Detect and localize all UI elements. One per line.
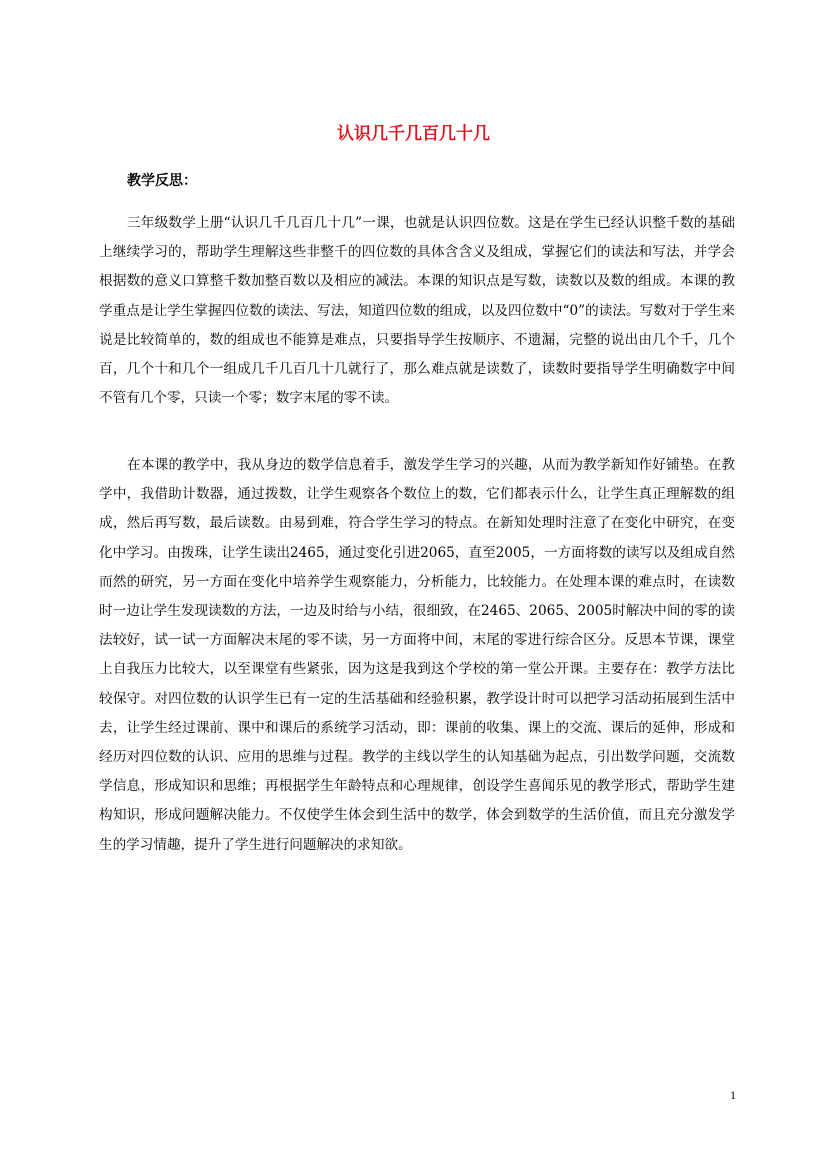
paragraph-1: 三年级数学上册“认识几千几百几十几”一课，也就是认识四位数。这是在学生已经认识整千数的基础上继续学习的，帮助学生理解这些非整千的四位数的具体含含义及组成，掌握它们的读法和写法，并学会根据数的意义口算整千数加整百数以及相应的减法。本课的知识点是写数，读数以及数的组成。本课的教学重点是让学生掌握四位数的读法、写法，知道四位数的组成，以及四位数中“0”的读法。写数对于学生来说是比较简单的，数的组成也不能算是难点，只要指导学生按顺序、不遗漏，完整的说出由几个千，几个百，几个十和几个一组成几千几百几十几就行了，那么难点就是读数了，读数时要指导学生明确数字中间不管有几个零，只读一个零；数字末尾的零不读。 — [99, 215, 735, 407]
paragraph-2: 在本课的教学中，我从身边的数学信息着手，激发学生学习的兴趣，从而为教学新知作好铺垫。在教学中，我借助计数器，通过拨数，让学生观察各个数位上的数，它们都表示什么，让学生真正理解数的组成，然后再写数，最后读数。由易到难，符合学生学习的特点。在新知处理时注意了在变化中研究，在变化中学习。由拨珠，让学生读出2465，通过变化引进2065，直至2005，一方面将数的读写以及组成自然而然的研究，另一方面在变化中培养学生观察能力，分析能力，比较能力。在处理本课的难点时，在读数时一边让学生发现读数的方法，一边及时给与小结，很细致，在2465、2065、2005时解决中间的零的读法较好，试一试一方面解决末尾的零不读，另一方面将中间，末尾的零进行综合区分。反思本节课，课堂上自我压力比较大，以至课堂有些紧张，因为这是我到这个学校的第一堂公开课。主要存在：教学方法比较保守。对四位数的认识学生已有一定的生活基础和经验积累，教学设计时可以把学习活动拓展到生活中去，让学生经过课前、课中和课后的系统学习活动，即：课前的收集、课上的交流、课后的延伸，形成和经历对四位数的认识、应用的思维与过程。教学的主线以学生的认知基础为起点，引出数学问题，交流数学信息，形成知识和思维；再根据学生年龄特点和心理规律，创设学生喜闻乐见的教学形式，帮助学生建构知识，形成问题解决能力。不仅使学生体会到生活中的数学，体会到数学的生活价值，而且充分激发学生的学习情趣，提升了学生进行问题解决的求知欲。 — [99, 457, 735, 853]
page-title: 认识几千几百几十几 — [337, 124, 490, 144]
section-heading: 教学反思： — [127, 173, 197, 189]
page-number: 1 — [730, 1088, 736, 1102]
